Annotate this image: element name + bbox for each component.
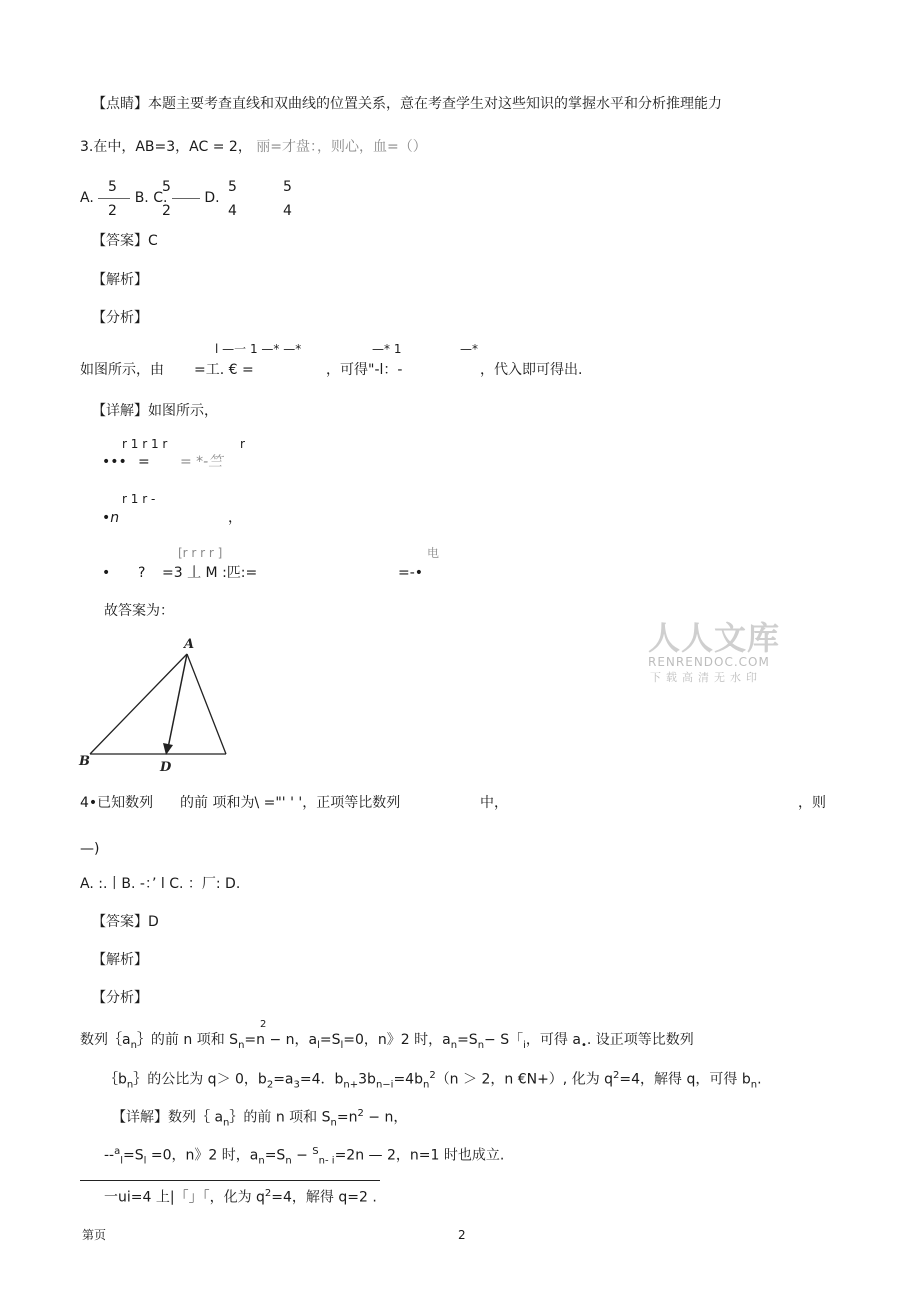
- q3-denominator-1: 2: [108, 203, 117, 219]
- footnote-rule: [80, 1180, 380, 1181]
- q4-analysis-sup: 2: [260, 1019, 267, 1030]
- q3-detail-1-sup-a: r 1 r 1 r: [122, 437, 168, 451]
- vector-ad: [168, 654, 187, 748]
- page-number: 2: [458, 1228, 466, 1242]
- q3-denominator-3: 4: [228, 203, 237, 219]
- q4-stem-b: 的前 项和为\ ="' ' '，正项等比数列: [180, 795, 401, 811]
- q3-stem: [80, 140, 427, 154]
- dianjing-paragraph: 【点睛】本题主要考查直线和双曲线的位置关系，意在考查学生对这些知识的掌握水平和分析推理能力: [92, 96, 722, 112]
- q3-numerator-2: 5: [162, 179, 171, 195]
- watermark-logo: 人人文库: [648, 619, 781, 657]
- q3-fenxi-line-b: =工. € =: [194, 362, 254, 378]
- q3-fenxi-sup-3: —*: [460, 342, 478, 356]
- q3-numerator-4: 5: [283, 179, 292, 195]
- q3-detail-1-b: =: [138, 454, 150, 470]
- q3-option-bc: B. C.: [134, 190, 168, 206]
- q3-detail-1-c: = *-竺: [180, 454, 223, 470]
- triangle-figure: [76, 634, 246, 774]
- q4-answer: 【答案】D: [92, 914, 159, 930]
- q4-detail-line-2: $--^a_l=S_l =0$，n》2 时，$a_n=S_n - ^S_{n- i}=2n$ — 2，n=1 时也成立.: [104, 1146, 505, 1167]
- q4-stem-c: 中，: [480, 795, 508, 811]
- q3-fenxi-line-d: ，代入即可得出.: [480, 362, 583, 378]
- q3-denominator-4: 4: [283, 203, 292, 219]
- q3-stem-faded: 丽=才盘：，则心，血=（）: [256, 139, 427, 155]
- q3-option-d: D.: [204, 190, 220, 206]
- vector-ad-arrowhead: [163, 743, 173, 755]
- q4-detail-line-1: 【详解】数列｛ $a_n\}$的前 n 项和 $S_n=n^2 - n$，: [112, 1108, 408, 1129]
- edge-ab: [90, 654, 187, 754]
- q3-numerator-3: 5: [228, 179, 237, 195]
- q3-detail-3-sup: [r r r r ]: [178, 546, 223, 560]
- q3-answer: 【答案】C: [92, 233, 158, 249]
- q3-numerator-1: 5: [108, 179, 117, 195]
- label-b: B: [79, 754, 90, 769]
- q3-fenxi: 【分析】: [92, 310, 148, 326]
- q4-detail-line-3: 一ui=4 上|「」「，化为 $q^2=4$，解得 q=2 .: [104, 1188, 377, 1206]
- q3-detail-3-c: =3 丄 M :匹:=: [162, 565, 258, 581]
- label-d: D: [160, 760, 172, 774]
- q3-detail-1-sup-b: r: [240, 437, 245, 451]
- q4-stem-cont: —): [80, 841, 100, 857]
- q3-detail-heading: 【详解】如图所示，: [92, 403, 218, 419]
- q3-conclusion: 故答案为：: [104, 603, 174, 619]
- q3-detail-1-a: •••: [102, 454, 127, 470]
- q3-denominator-2: 2: [162, 203, 171, 219]
- q3-fenxi-sup-2: —* 1: [372, 342, 402, 356]
- watermark-tagline: 下载高清无水印: [650, 671, 762, 684]
- q3-detail-2-b: ，: [228, 510, 242, 526]
- q3-detail-2-sup: r 1 r -: [122, 492, 156, 506]
- q3-detail-3-a: •: [102, 565, 111, 581]
- q4-options: A. :.丨B. -：’ l C. ：厂: D.: [80, 876, 241, 892]
- q4-analysis-line-1: 数列$\{a_n\}$的前 n 项和 $S_n=n - n$，$a_l=S_l=0$，n》2 时，$a_n=S_n- S$「$_i$，可得 $a_•$. 设正项等比数列: [80, 1032, 694, 1051]
- q3-detail-3-d: =-•: [398, 565, 424, 581]
- q3-fenxi-line-a: 如图所示，由: [80, 362, 164, 378]
- q3-detail-3-sup2: 电: [427, 546, 440, 560]
- edge-ac: [187, 654, 226, 754]
- q4-jiexi: 【解析】: [92, 952, 148, 968]
- footer-left: 第页: [82, 1228, 107, 1242]
- q3-options-row: [80, 191, 220, 205]
- q3-stem-main: 3.在中，AB=3，AC = 2，: [80, 139, 252, 155]
- q3-detail-2-a: •n: [102, 510, 120, 526]
- q3-fenxi-line-c: ，可得"-l：-: [326, 362, 403, 378]
- q3-jiexi: 【解析】: [92, 272, 148, 288]
- q4-fenxi: 【分析】: [92, 990, 148, 1006]
- q3-fenxi-sup-1: l —一 1 —* —*: [215, 342, 302, 356]
- q4-analysis-line-2: $\{b_n\}$的公比为 q＞ 0，$b_2=a_3=4$．$b_{n+}3b_{n-i}=4b_n^2(n > 2$，n €N+）, 化为 $q^2=4$，解得 q，可得 $b_n$.: [104, 1070, 762, 1091]
- watermark-url: RENRENDOC.COM: [648, 655, 770, 669]
- q4-stem-d: ，则: [798, 795, 826, 811]
- q4-stem-a: 4•已知数列: [80, 795, 154, 811]
- label-a: A: [184, 637, 195, 652]
- q3-detail-3-b: ?: [138, 565, 146, 581]
- q3-option-a: A.: [80, 190, 94, 206]
